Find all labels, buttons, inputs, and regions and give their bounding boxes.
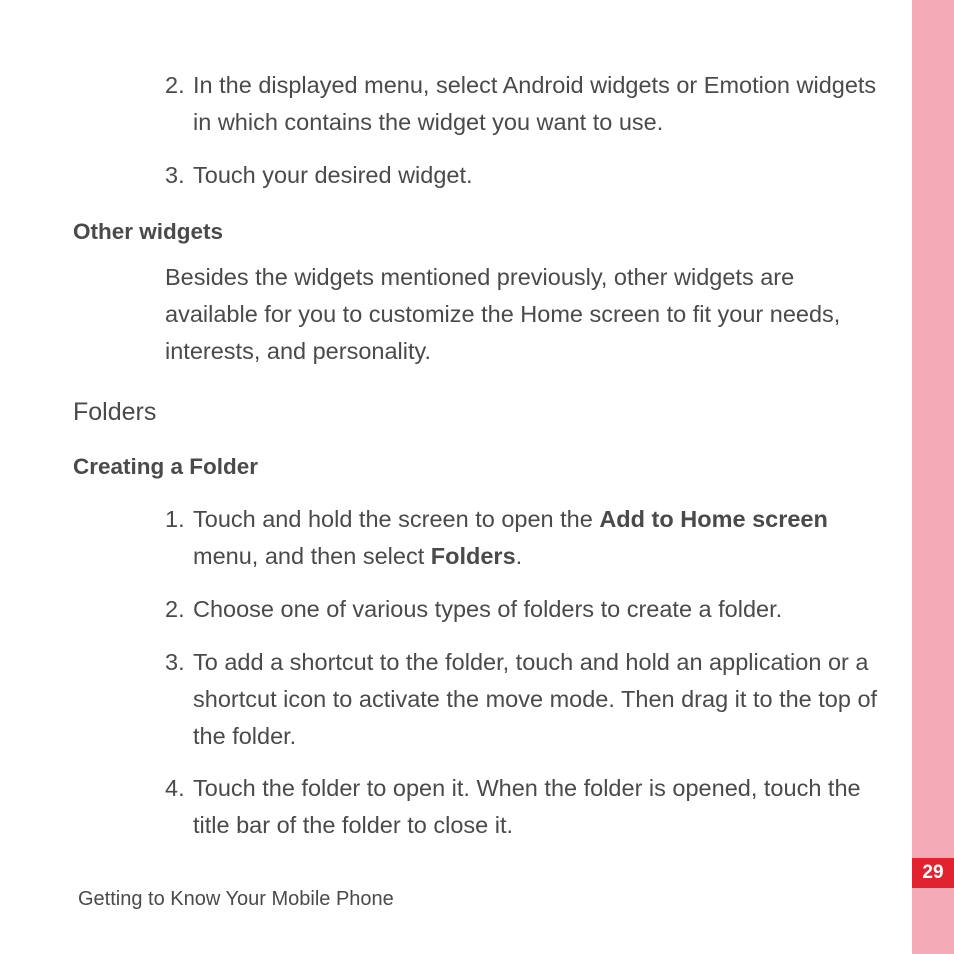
step-number: 2. bbox=[165, 72, 185, 98]
step-text-part: . bbox=[515, 543, 523, 569]
step-text: Touch the folder to open it. When the folder is opened, touch the title bar of the folder to close it. bbox=[193, 775, 861, 838]
other-widgets-paragraph: Besides the widgets mentioned previously, other widgets are available for you to customize the Home screen to fit your needs, interests, and personality. bbox=[165, 264, 841, 364]
list-item bbox=[165, 770, 885, 844]
list-item bbox=[165, 501, 885, 575]
step-number: 3. bbox=[165, 649, 185, 675]
menu-name-add-to-home-screen: Add to Home screen bbox=[599, 506, 828, 532]
creating-folder-heading: Creating a Folder bbox=[73, 454, 259, 479]
list-item bbox=[165, 157, 885, 194]
folders-heading: Folders bbox=[73, 398, 157, 426]
page-number: 29 bbox=[912, 858, 954, 888]
step-text: To add a shortcut to the folder, touch and hold an application or a shortcut icon to activate the move mode. Then drag it to the top of the folder. bbox=[193, 649, 878, 749]
step-number: 1. bbox=[165, 506, 185, 532]
step-number: 2. bbox=[165, 596, 185, 622]
footer-text: Getting to Know Your Mobile Phone bbox=[78, 888, 394, 910]
step-text: Touch your desired widget. bbox=[193, 162, 473, 188]
step-number: 4. bbox=[165, 775, 185, 801]
step-text: In the displayed menu, select Android widgets or Emotion widgets in which contains the widget you want to use. bbox=[193, 72, 877, 135]
step-number: 3. bbox=[165, 162, 185, 188]
other-widgets-heading: Other widgets bbox=[73, 219, 224, 244]
step-text bbox=[193, 501, 885, 575]
step-text: Choose one of various types of folders to create a folder. bbox=[193, 596, 783, 622]
side-band bbox=[912, 0, 954, 954]
list-item bbox=[165, 67, 885, 141]
step-text-part: Touch and hold the screen to open the bbox=[193, 506, 600, 532]
step-text-part: menu, and then select bbox=[193, 543, 431, 569]
list-item bbox=[165, 591, 885, 628]
menu-option-folders: Folders bbox=[430, 543, 516, 569]
list-item bbox=[165, 644, 885, 755]
